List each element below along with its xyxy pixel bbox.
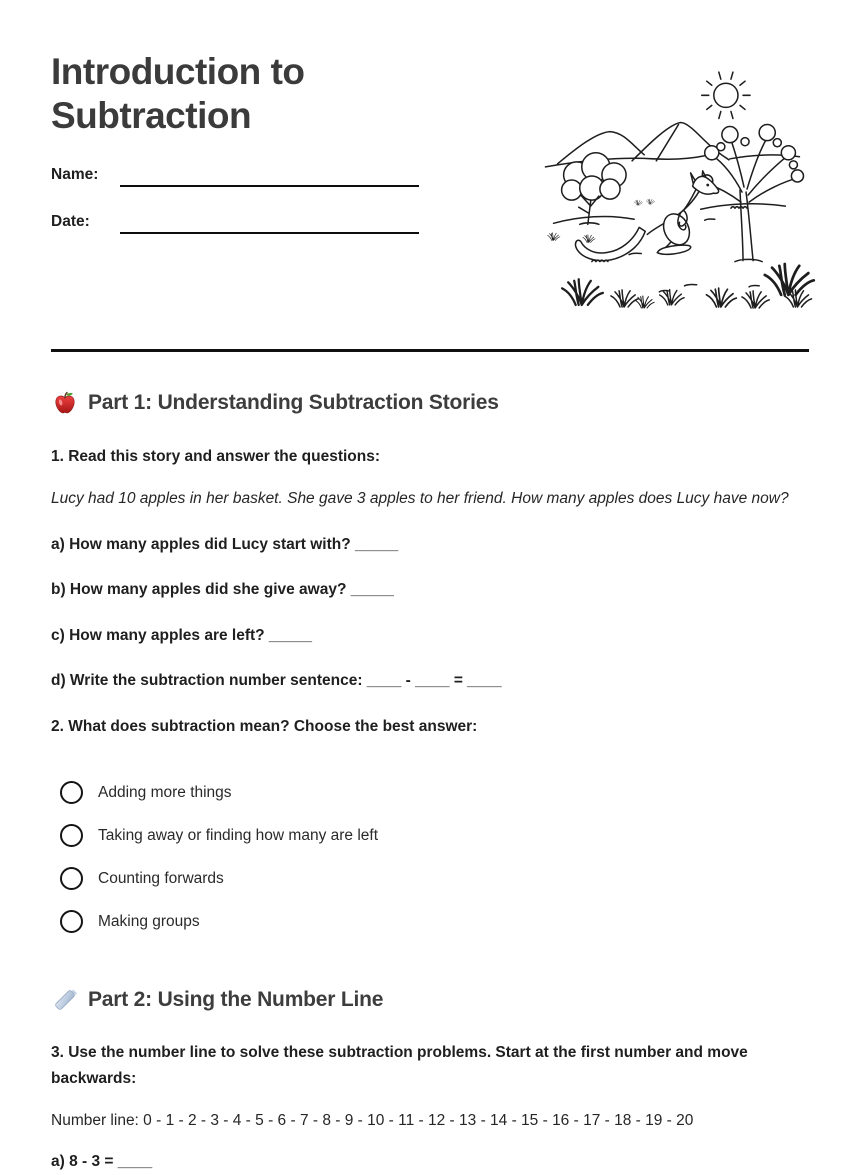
radio-button[interactable] xyxy=(60,824,83,847)
subquestion-d: d) Write the subtraction number sentence: ____ - ____ = ____ xyxy=(51,672,502,689)
option-label: Making groups xyxy=(98,913,200,930)
radio-button[interactable] xyxy=(60,867,83,890)
ground-line-left xyxy=(554,216,635,223)
name-input-line[interactable] xyxy=(120,165,419,187)
question1-prompt: 1. Read this story and answer the questions: xyxy=(51,448,381,465)
radio-button[interactable] xyxy=(60,781,83,804)
option-label: Taking away or finding how many are left xyxy=(98,827,379,844)
pencil-icon xyxy=(51,986,78,1013)
option-row-taking-away xyxy=(60,824,378,847)
problem-a-partial: a) 8 - 3 = ____ xyxy=(51,1153,153,1170)
part2-heading xyxy=(51,986,383,1013)
date-input-line[interactable] xyxy=(120,212,419,234)
page-title: Introduction to Subtraction xyxy=(51,51,305,136)
option-label: Counting forwards xyxy=(98,870,224,887)
sun-icon xyxy=(702,72,750,118)
option-label: Adding more things xyxy=(98,784,232,801)
subquestion-a: a) How many apples did Lucy start with? _____ xyxy=(51,536,399,553)
part1-heading-text: Part 1: Understanding Subtraction Stories xyxy=(88,390,499,414)
date-label: Date: xyxy=(51,213,90,230)
question3-prompt: 3. Use the number line to solve these subtraction problems. Start at the first number and move backwards: xyxy=(51,1044,748,1087)
question2-prompt: 2. What does subtraction mean? Choose the best answer: xyxy=(51,718,478,735)
option-row-counting-forwards xyxy=(60,867,224,890)
name-field-row xyxy=(51,165,419,187)
part2-heading-text: Part 2: Using the Number Line xyxy=(88,987,384,1011)
section-divider xyxy=(51,349,809,352)
subquestion-c: c) How many apples are left? _____ xyxy=(51,627,313,644)
number-line-text: Number line: 0 - 1 - 2 - 3 - 4 - 5 - 6 - 7 - 8 - 9 - 10 - 11 - 12 - 13 - 14 - 15 - 16 - 17 - 18 - 19 - 20 xyxy=(51,1112,694,1129)
name-label: Name: xyxy=(51,166,99,183)
apple-icon xyxy=(51,389,78,416)
option-row-adding-more-things xyxy=(60,781,232,804)
left-tree xyxy=(562,153,627,225)
subquestion-b: b) How many apples did she give away? _____ xyxy=(51,581,394,598)
option-row-making-groups xyxy=(60,910,200,933)
kangaroo-scene-illustration xyxy=(543,56,811,310)
part1-heading xyxy=(51,389,499,416)
story-text: Lucy had 10 apples in her basket. She gave 3 apples to her friend. How many apples does Lucy have now? xyxy=(51,490,789,507)
date-field-row xyxy=(51,212,419,234)
radio-button[interactable] xyxy=(60,910,83,933)
